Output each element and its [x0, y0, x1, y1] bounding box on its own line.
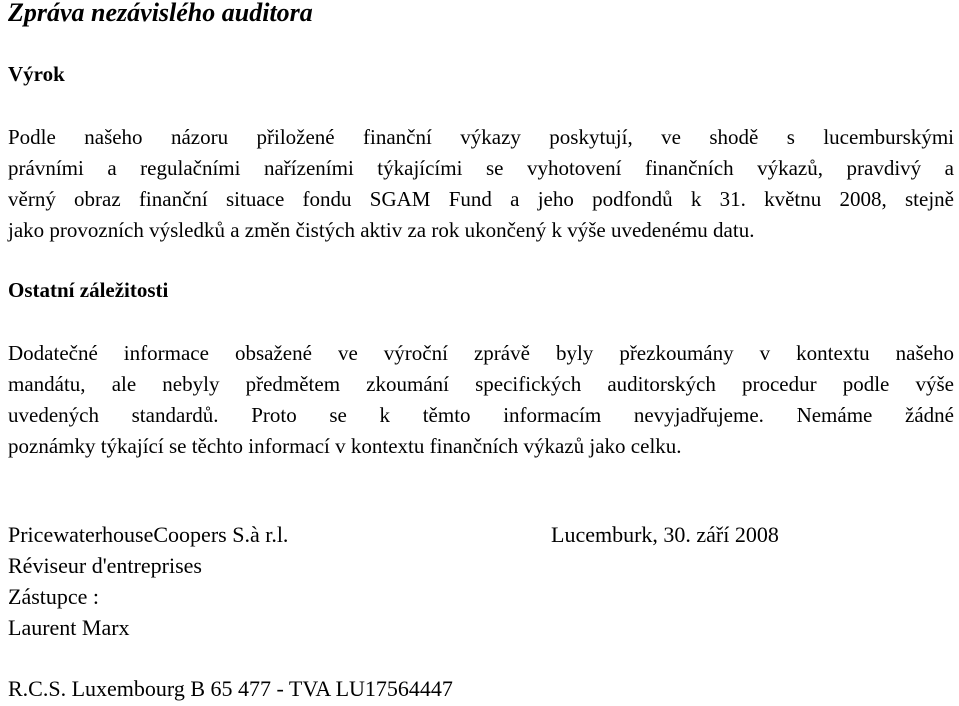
paragraph-line: Dodatečné informace obsažené ve výroční zprávě byly přezkoumány v kontextu našeho	[8, 341, 954, 365]
signature-representative-name: Laurent Marx	[8, 615, 130, 640]
opinion-paragraph	[8, 122, 954, 246]
paragraph-line: mandátu, ale nebyly předmětem zkoumání specifických auditorských procedur podle výše	[8, 372, 954, 396]
paragraph-line: poznámky týkající se těchto informací v kontextu finančních výkazů jako celku.	[8, 434, 682, 458]
paragraph-line: právními a regulačními nařízeními týkajícími se vyhotovení finančních výkazů, pravdivý a	[8, 156, 954, 180]
paragraph-line: věrný obraz finanční situace fondu SGAM Fund a jeho podfondů k 31. květnu 2008, stejně	[8, 187, 954, 211]
document-title: Zpráva nezávislého auditora	[8, 0, 313, 27]
paragraph-line: jako provozních výsledků a změn čistých aktiv za rok ukončený k výše uvedenému datu.	[8, 218, 755, 242]
signature-role: Réviseur d'entreprises	[8, 553, 202, 578]
other-matters-paragraph	[8, 338, 954, 462]
section-heading-other-matters: Ostatní záležitosti	[8, 278, 169, 302]
section-heading-opinion: Výrok	[8, 62, 65, 86]
signature-firm: PricewaterhouseCoopers S.à r.l.	[8, 522, 289, 547]
registration-line: R.C.S. Luxembourg B 65 477 - TVA LU17564447	[8, 676, 453, 701]
paragraph-line: Podle našeho názoru přiložené finanční výkazy poskytují, ve shodě s lucemburskými	[8, 125, 954, 149]
signature-place-date: Lucemburk, 30. září 2008	[551, 522, 779, 547]
signature-representative-label: Zástupce :	[8, 584, 100, 609]
paragraph-line: uvedených standardů. Proto se k těmto informacím nevyjadřujeme. Nemáme žádné	[8, 403, 954, 427]
